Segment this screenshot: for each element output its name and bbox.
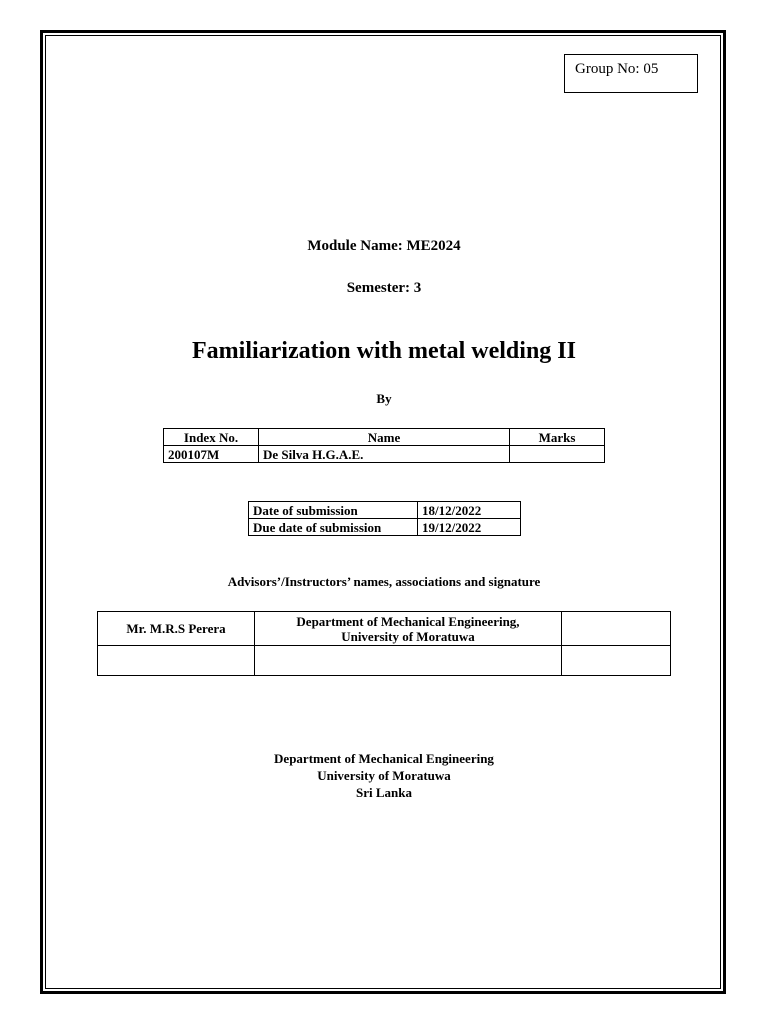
by-label: By bbox=[376, 391, 392, 406]
submission-date-label: Date of submission bbox=[249, 502, 418, 519]
due-date-value: 19/12/2022 bbox=[418, 519, 521, 536]
table-row bbox=[164, 446, 605, 463]
submission-date-value: 18/12/2022 bbox=[418, 502, 521, 519]
student-index: 200107M bbox=[164, 446, 259, 463]
advisor-name: Mr. M.R.S Perera bbox=[98, 612, 255, 646]
header-name: Name bbox=[259, 429, 510, 446]
module-name: Module Name: ME2024 bbox=[307, 238, 461, 254]
advisor-name bbox=[98, 646, 255, 676]
advisor-table bbox=[97, 611, 671, 676]
header-index: Index No. bbox=[164, 429, 259, 446]
table-row bbox=[98, 646, 671, 676]
student-marks bbox=[510, 446, 605, 463]
footer-department: Department of Mechanical Engineering bbox=[274, 751, 494, 766]
student-name: De Silva H.G.A.E. bbox=[259, 446, 510, 463]
student-table bbox=[163, 428, 605, 463]
table-row bbox=[249, 519, 521, 536]
advisor-association-line2: University of Moratuwa bbox=[341, 628, 475, 644]
table-row bbox=[98, 612, 671, 646]
student-table-header bbox=[164, 429, 605, 446]
due-date-label: Due date of submission bbox=[249, 519, 418, 536]
advisor-association bbox=[255, 646, 562, 676]
footer-address bbox=[0, 750, 768, 801]
advisor-signature bbox=[562, 646, 671, 676]
header-marks: Marks bbox=[510, 429, 605, 446]
advisor-association bbox=[255, 612, 562, 646]
advisor-signature bbox=[562, 612, 671, 646]
group-number-box bbox=[564, 54, 698, 93]
table-row bbox=[249, 502, 521, 519]
semester: Semester: 3 bbox=[346, 280, 422, 296]
footer-university: University of Moratuwa bbox=[317, 768, 451, 783]
advisor-association-line1: Department of Mechanical Engineering, bbox=[296, 613, 520, 629]
footer-country: Sri Lanka bbox=[356, 785, 412, 800]
date-table bbox=[248, 501, 521, 536]
report-title: Familiarization with metal welding II bbox=[192, 338, 576, 364]
advisors-heading: Advisors’/Instructors’ names, associations and signature bbox=[227, 574, 541, 589]
group-number: Group No: 05 bbox=[575, 61, 659, 77]
